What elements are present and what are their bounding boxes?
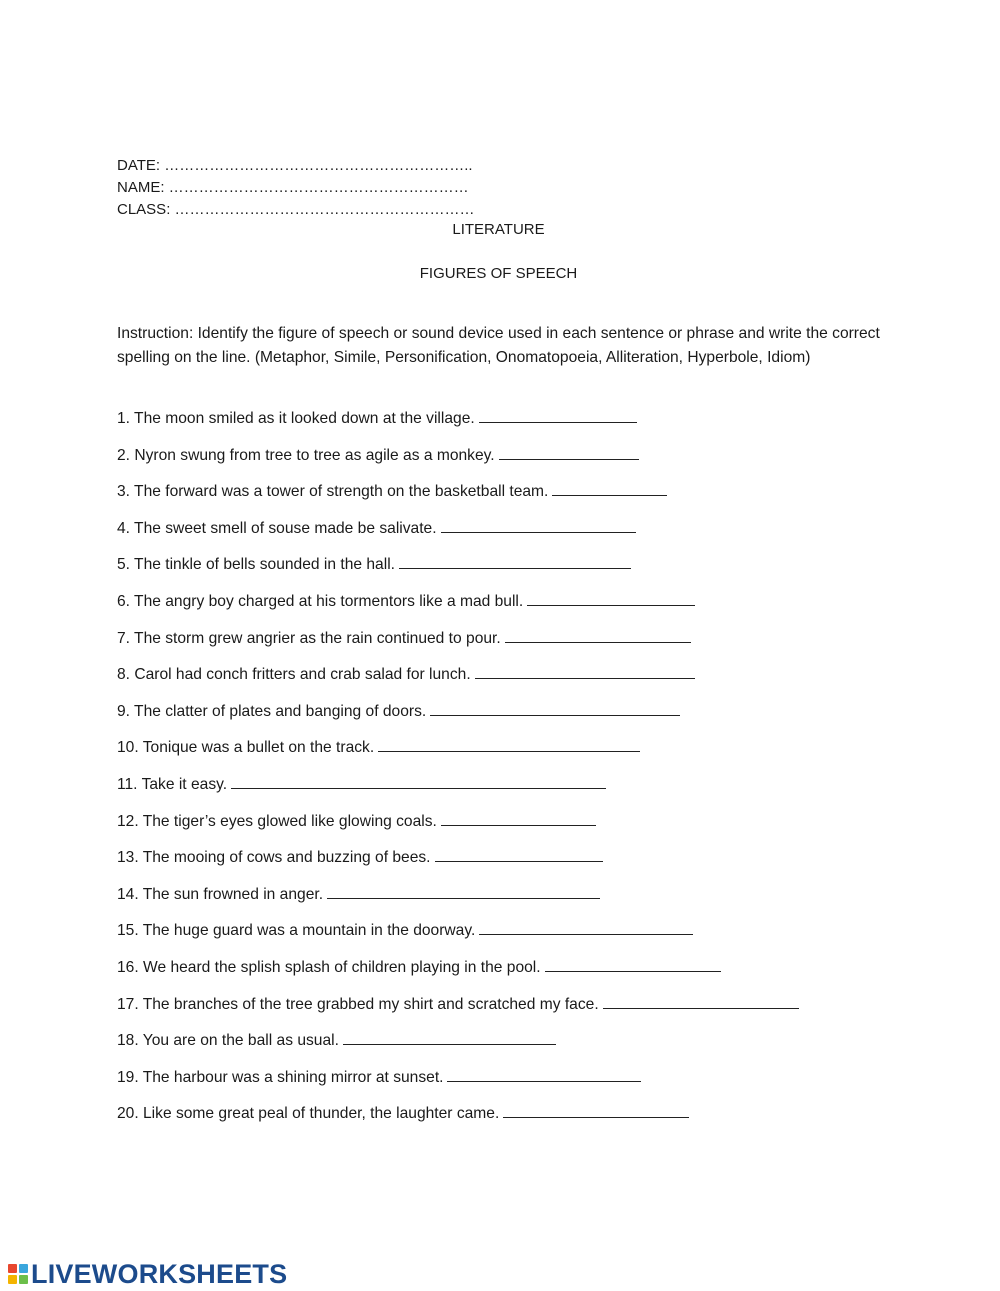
answer-line[interactable] [603, 993, 799, 1009]
question-item [117, 1102, 897, 1139]
question-text: 3. The forward was a tower of strength on the basketball team. [117, 483, 549, 501]
instruction-text: Instruction: Identify the figure of speech or sound device used in each sentence or phrase and write the correct spelling on the line. (Metaphor, Simile, Personification, Onomatopoeia, Alliteration, Hyperbole, Idiom) [117, 325, 880, 366]
question-item [117, 480, 897, 517]
question-text: 8. Carol had conch fritters and crab salad for lunch. [117, 666, 471, 684]
question-text: 17. The branches of the tree grabbed my shirt and scratched my face. [117, 995, 599, 1013]
question-list [117, 407, 897, 1139]
logo-block [8, 1275, 17, 1284]
subject-title: LITERATURE [452, 221, 545, 238]
answer-line[interactable] [475, 663, 695, 679]
question-text: 4. The sweet smell of souse made be salivate. [117, 519, 437, 537]
answer-line[interactable] [505, 627, 691, 643]
question-item [117, 407, 897, 444]
student-info-fields [117, 155, 475, 221]
question-item [117, 627, 897, 664]
question-item [117, 517, 897, 554]
date-field: DATE: …………………………………………………….. [117, 157, 473, 174]
question-text: 12. The tiger’s eyes glowed like glowing coals. [117, 812, 437, 830]
question-item [117, 444, 897, 481]
question-item [117, 846, 897, 883]
question-text: 10. Tonique was a bullet on the track. [117, 739, 375, 757]
logo-block [8, 1264, 17, 1273]
question-text: 15. The huge guard was a mountain in the doorway. [117, 922, 476, 940]
question-text: 1. The moon smiled as it looked down at the village. [117, 410, 475, 427]
answer-line[interactable] [231, 773, 606, 789]
liveworksheets-logo [8, 1261, 287, 1287]
answer-line[interactable] [399, 553, 631, 569]
answer-line[interactable] [499, 444, 639, 460]
answer-line[interactable] [435, 846, 603, 862]
question-text: 14. The sun frowned in anger. [117, 885, 324, 903]
question-item [117, 553, 897, 590]
logo-block [19, 1264, 28, 1273]
logo-block [19, 1275, 28, 1284]
question-item [117, 736, 897, 773]
answer-line[interactable] [430, 700, 680, 716]
answer-line[interactable] [447, 1066, 641, 1082]
question-item [117, 993, 897, 1030]
topic-title: FIGURES OF SPEECH [419, 265, 578, 282]
question-text: 2. Nyron swung from tree to tree as agile as a monkey. [117, 446, 495, 464]
answer-line[interactable] [378, 736, 640, 752]
answer-line[interactable] [545, 956, 721, 972]
question-text: 9. The clatter of plates and banging of doors. [117, 702, 427, 720]
question-text: 20. Like some great peal of thunder, the laughter came. [117, 1105, 500, 1123]
question-text: 6. The angry boy charged at his tormentors like a mad bull. [117, 592, 524, 610]
answer-line[interactable] [343, 1029, 556, 1045]
name-field: NAME: …………………………………………………… [117, 179, 469, 196]
question-text: 7. The storm grew angrier as the rain continued to pour. [117, 629, 501, 647]
answer-line[interactable] [441, 517, 636, 533]
question-text: 11. Take it easy. [117, 775, 228, 793]
question-item [117, 590, 897, 627]
question-item [117, 700, 897, 737]
question-item [117, 883, 897, 920]
question-item [117, 773, 897, 810]
question-text: 19. The harbour was a shining mirror at sunset. [117, 1068, 444, 1086]
question-text: 13. The mooing of cows and buzzing of bees. [117, 849, 431, 867]
answer-line[interactable] [527, 590, 695, 606]
question-item [117, 919, 897, 956]
logo-blocks-icon [8, 1264, 28, 1284]
answer-line[interactable] [479, 407, 637, 423]
answer-line[interactable] [479, 919, 693, 935]
class-field: CLASS: …………………………………………………… [117, 201, 475, 218]
question-item [117, 1029, 897, 1066]
answer-line[interactable] [503, 1102, 689, 1118]
question-item [117, 1066, 897, 1103]
question-item [117, 663, 897, 700]
logo-text: LIVEWORKSHEETS [31, 1259, 288, 1289]
question-text: 5. The tinkle of bells sounded in the hall. [117, 556, 395, 574]
answer-line[interactable] [327, 883, 600, 899]
question-item [117, 956, 897, 993]
question-text: 18. You are on the ball as usual. [117, 1032, 339, 1050]
answer-line[interactable] [552, 480, 667, 496]
question-item [117, 810, 897, 847]
answer-line[interactable] [441, 810, 596, 826]
question-text: 16. We heard the splish splash of children playing in the pool. [117, 958, 541, 976]
